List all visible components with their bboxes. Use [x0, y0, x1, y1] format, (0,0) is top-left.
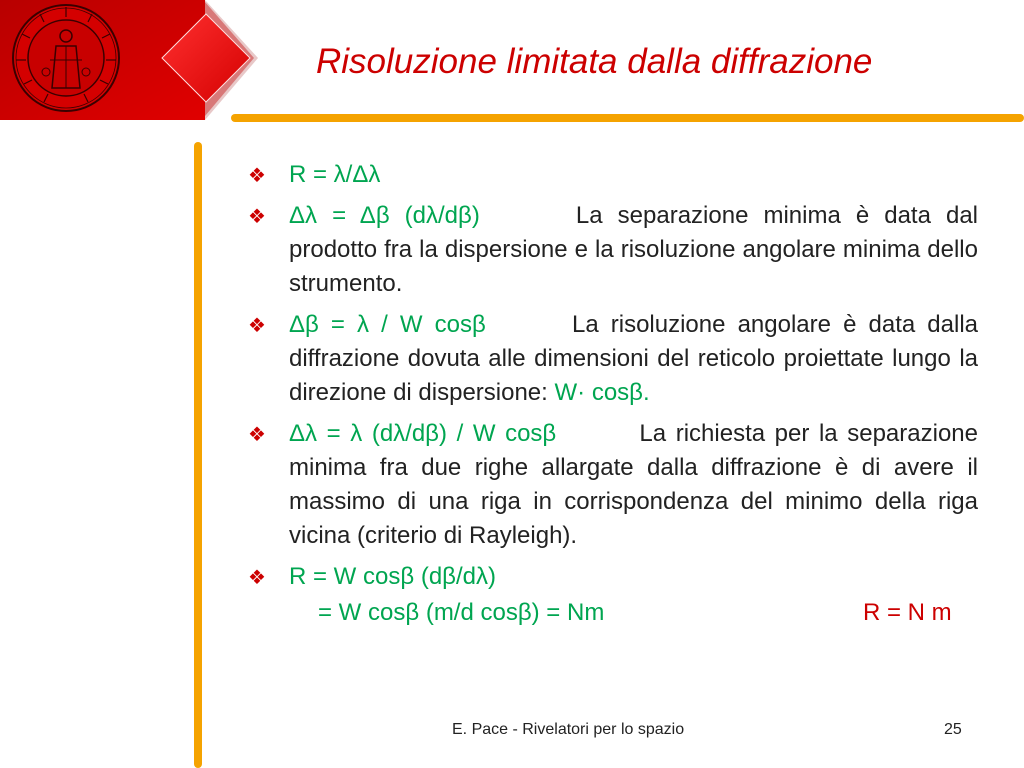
- university-seal-icon: [10, 2, 122, 114]
- bullet-formula: R = W cosβ (dβ/dλ): [289, 563, 496, 590]
- diamond-bullet-icon: ❖: [248, 313, 266, 337]
- slide-body: [248, 158, 978, 630]
- result-formula: R = N m: [863, 599, 952, 626]
- bullet-text: La risoluzione angolare è data dalla diffrazione dovuta alle dimensioni del reticolo proiettate lungo la direzione di dispersione:: [289, 311, 979, 406]
- bullet-item: [248, 199, 978, 301]
- bullet-text: La separazione minima è data dal prodotto fra la dispersione e la risoluzione angolare minima dello strumento.: [289, 202, 978, 297]
- bullet-item: [248, 158, 978, 192]
- footer-text: E. Pace - Rivelatori per lo spazio: [452, 721, 685, 738]
- continuation-formula: = W cosβ (m/d cosβ) = Nm: [318, 599, 605, 626]
- bullet-text: La richiesta per la separazione minima fra due righe allargate dalla diffrazione è di avere il massimo di una riga in corrispondenza del minimo della riga vicina (criterio di Rayleigh).: [289, 420, 978, 549]
- corner-decoration: [0, 0, 258, 120]
- left-accent-bar: [194, 142, 202, 768]
- bullet-formula: R = λ/Δλ: [289, 161, 381, 188]
- diamond-bullet-icon: ❖: [248, 422, 266, 446]
- page-number: 25: [944, 721, 962, 738]
- diamond-bullet-icon: ❖: [248, 204, 266, 228]
- diamond-bullet-icon: ❖: [248, 163, 266, 187]
- formula-continuation: [248, 596, 978, 630]
- bullet-formula: Δβ = λ / W cosβ: [289, 311, 486, 338]
- slide-title: Risoluzione limitata dalla diffrazione: [316, 42, 873, 81]
- bullet-item: [248, 308, 978, 410]
- bullet-formula: Δλ = Δβ (dλ/dβ): [289, 202, 480, 229]
- title-underline: [231, 114, 1024, 122]
- bullet-item: [248, 560, 978, 594]
- bullet-formula: Δλ = λ (dλ/dβ) / W cosβ: [289, 420, 557, 447]
- diamond-bullet-icon: ❖: [248, 565, 266, 589]
- bullet-formula-tail: W· cosβ.: [554, 379, 650, 406]
- bullet-item: [248, 417, 978, 553]
